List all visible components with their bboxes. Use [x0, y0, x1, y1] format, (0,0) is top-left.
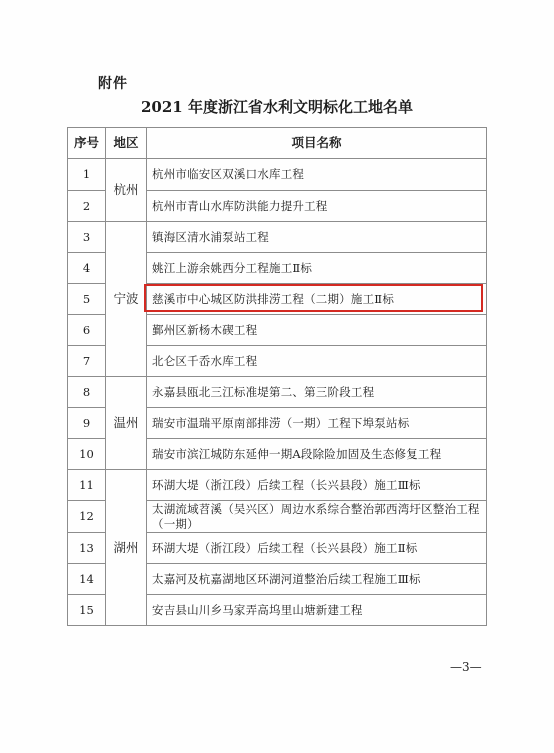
project-name: 安吉县山川乡马家弄高坞里山塘新建工程 [147, 595, 487, 626]
project-name: 永嘉县瓯北三江标准堤第二、第三阶段工程 [147, 377, 487, 408]
project-name: 环湖大堤（浙江段）后续工程（长兴县段）施工Ⅱ标 [147, 533, 487, 564]
project-name: 北仑区千岙水库工程 [147, 346, 487, 377]
table-row [68, 377, 487, 408]
row-number: 5 [68, 284, 106, 315]
row-number: 6 [68, 315, 106, 346]
table-row [68, 159, 487, 191]
row-number: 8 [68, 377, 106, 408]
project-name: 瑞安市温瑞平原南部排涝（一期）工程下埠泵站标 [147, 408, 487, 439]
project-name: 鄞州区新杨木碶工程 [147, 315, 487, 346]
document-title: 2021 年度浙江省水利文明标化工地名单 [141, 98, 413, 116]
row-number: 9 [68, 408, 106, 439]
region-cell: 杭州 [106, 159, 147, 222]
attachment-label: 附件 [98, 76, 128, 92]
project-name: 镇海区清水浦泵站工程 [147, 222, 487, 253]
region-cell: 宁波 [106, 222, 147, 377]
table-row [68, 222, 487, 253]
project-name: 杭州市临安区双溪口水库工程 [147, 159, 487, 191]
project-name: 慈溪市中心城区防洪排涝工程（二期）施工Ⅱ标 [147, 284, 487, 315]
header-region: 地区 [106, 128, 147, 159]
table-header-row [68, 128, 487, 159]
row-number: 12 [68, 501, 106, 533]
project-list-table [67, 127, 487, 626]
header-project-name: 项目名称 [147, 128, 487, 159]
row-number: 7 [68, 346, 106, 377]
table-row [68, 470, 487, 501]
project-name: 太湖流域苕溪（吴兴区）周边水系综合整治郭西湾圩区整治工程（一期） [147, 501, 487, 533]
project-name: 瑞安市滨江城防东延伸一期A段除险加固及生态修复工程 [147, 439, 487, 470]
row-number: 11 [68, 470, 106, 501]
page-number: —3— [450, 660, 482, 674]
row-number: 4 [68, 253, 106, 284]
region-cell: 湖州 [106, 470, 147, 626]
header-no: 序号 [68, 128, 106, 159]
region-cell: 温州 [106, 377, 147, 470]
project-name: 太嘉河及杭嘉湖地区环湖河道整治后续工程施工Ⅲ标 [147, 564, 487, 595]
row-number: 1 [68, 159, 106, 191]
row-number: 15 [68, 595, 106, 626]
row-number: 14 [68, 564, 106, 595]
row-number: 13 [68, 533, 106, 564]
project-name: 环湖大堤（浙江段）后续工程（长兴县段）施工Ⅲ标 [147, 470, 487, 501]
project-name: 姚江上游余姚西分工程施工Ⅱ标 [147, 253, 487, 284]
highlight-box [144, 284, 483, 312]
row-number: 3 [68, 222, 106, 253]
row-number: 10 [68, 439, 106, 470]
project-name: 杭州市青山水库防洪能力提升工程 [147, 191, 487, 222]
row-number: 2 [68, 191, 106, 222]
